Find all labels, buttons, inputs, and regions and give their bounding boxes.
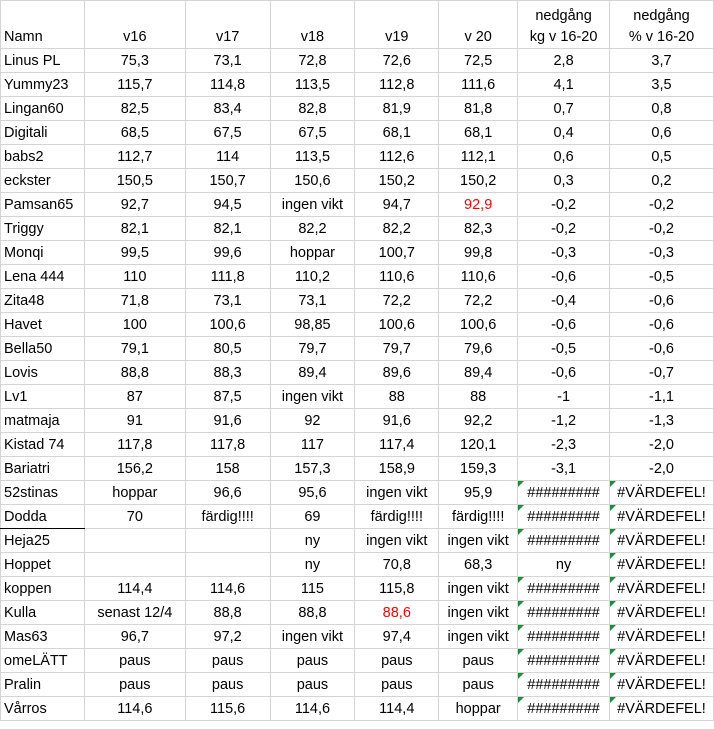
table-row	[1, 553, 714, 577]
cell-loss-pct[interactable]: -0,6	[610, 313, 714, 337]
cell-v18[interactable]: 98,85	[270, 313, 355, 337]
cell-loss-pct[interactable]: -0,2	[610, 193, 714, 217]
table-row	[1, 49, 714, 73]
table-row	[1, 193, 714, 217]
cell-v19[interactable]: ingen vikt	[355, 529, 439, 553]
cell-v18[interactable]: 117	[270, 433, 355, 457]
cell-v19[interactable]: 150,2	[355, 169, 439, 193]
cell-v19[interactable]: 117,4	[355, 433, 439, 457]
table-row	[1, 457, 714, 481]
table-row	[1, 625, 714, 649]
cell-loss-kg[interactable]: -1	[518, 385, 610, 409]
cell-name[interactable]: babs2	[1, 145, 85, 169]
cell-loss-kg[interactable]: -0,2	[518, 217, 610, 241]
cell-v16[interactable]: 68,5	[84, 121, 185, 145]
cell-name[interactable]: Vårros	[1, 697, 85, 721]
cell-loss-pct[interactable]: 0,5	[610, 145, 714, 169]
cell-v19[interactable]: 110,6	[355, 265, 439, 289]
cell-v18[interactable]: 67,5	[270, 121, 355, 145]
cell-v18[interactable]: 150,6	[270, 169, 355, 193]
header-loss-kg[interactable]	[518, 1, 610, 49]
cell-v16[interactable]: 88,8	[84, 361, 185, 385]
cell-v19[interactable]: 100,7	[355, 241, 439, 265]
cell-v20[interactable]: 92,9	[439, 193, 518, 217]
cell-v18[interactable]: ny	[270, 529, 355, 553]
cell-v16[interactable]: senast 12/4	[84, 601, 185, 625]
cell-loss-pct[interactable]: -1,3	[610, 409, 714, 433]
cell-v16[interactable]: 112,7	[84, 145, 185, 169]
cell-v17[interactable]: 91,6	[185, 409, 270, 433]
header-v20[interactable]: v 20	[439, 1, 518, 49]
table-row	[1, 529, 714, 553]
cell-v17[interactable]: 150,7	[185, 169, 270, 193]
cell-v20[interactable]: 68,1	[439, 121, 518, 145]
cell-name[interactable]: omeLÄTT	[1, 649, 85, 673]
cell-v19[interactable]: 68,1	[355, 121, 439, 145]
table-row	[1, 361, 714, 385]
cell-v18[interactable]: 114,6	[270, 697, 355, 721]
cell-loss-kg[interactable]: -0,2	[518, 193, 610, 217]
cell-loss-kg[interactable]: #########	[518, 697, 610, 721]
cell-v20[interactable]: ingen vikt	[439, 625, 518, 649]
cell-v17[interactable]: 99,6	[185, 241, 270, 265]
cell-v18[interactable]: 69	[270, 505, 355, 529]
cell-loss-kg[interactable]: -0,3	[518, 241, 610, 265]
table-row	[1, 121, 714, 145]
cell-v16[interactable]: 150,5	[84, 169, 185, 193]
table-row	[1, 145, 714, 169]
cell-v20[interactable]: 89,4	[439, 361, 518, 385]
table-row	[1, 673, 714, 697]
cell-v18[interactable]: 79,7	[270, 337, 355, 361]
cell-loss-kg[interactable]: 0,7	[518, 97, 610, 121]
cell-v18[interactable]: 89,4	[270, 361, 355, 385]
header-v19[interactable]: v19	[355, 1, 439, 49]
cell-v17[interactable]: paus	[185, 673, 270, 697]
cell-loss-kg[interactable]: -0,5	[518, 337, 610, 361]
cell-v16[interactable]: 114,4	[84, 577, 185, 601]
cell-loss-kg[interactable]: -0,6	[518, 265, 610, 289]
cell-v19[interactable]: 112,8	[355, 73, 439, 97]
cell-loss-pct[interactable]: -0,6	[610, 337, 714, 361]
cell-v16[interactable]: 115,7	[84, 73, 185, 97]
cell-loss-kg[interactable]: -3,1	[518, 457, 610, 481]
table-row	[1, 385, 714, 409]
cell-v16[interactable]	[84, 553, 185, 577]
cell-name[interactable]: Kistad 74	[1, 433, 85, 457]
table-row	[1, 649, 714, 673]
cell-loss-pct[interactable]: 3,5	[610, 73, 714, 97]
cell-loss-kg[interactable]: 4,1	[518, 73, 610, 97]
cell-loss-pct[interactable]: 0,2	[610, 169, 714, 193]
cell-loss-kg[interactable]: -0,6	[518, 361, 610, 385]
cell-v19[interactable]: 79,7	[355, 337, 439, 361]
cell-v20[interactable]: 72,5	[439, 49, 518, 73]
cell-v17[interactable]: 97,2	[185, 625, 270, 649]
table-row	[1, 697, 714, 721]
cell-v17[interactable]: 94,5	[185, 193, 270, 217]
cell-name[interactable]: Yummy23	[1, 73, 85, 97]
cell-loss-kg[interactable]: #########	[518, 601, 610, 625]
cell-v19[interactable]: 100,6	[355, 313, 439, 337]
cell-v16[interactable]: 99,5	[84, 241, 185, 265]
table-row	[1, 313, 714, 337]
cell-v17[interactable]: 111,8	[185, 265, 270, 289]
cell-v20[interactable]: 88	[439, 385, 518, 409]
table-row	[1, 217, 714, 241]
cell-v19[interactable]: paus	[355, 673, 439, 697]
table-row	[1, 601, 714, 625]
cell-v19[interactable]: ingen vikt	[355, 481, 439, 505]
table-row	[1, 97, 714, 121]
cell-v19[interactable]: 88,6	[355, 601, 439, 625]
cell-v16[interactable]: 70	[84, 505, 185, 529]
cell-v17[interactable]: 80,5	[185, 337, 270, 361]
cell-name[interactable]: Heja25	[1, 529, 85, 553]
header-loss-kg-line1: nedgång	[535, 8, 592, 24]
cell-v16[interactable]: 110	[84, 265, 185, 289]
cell-v16[interactable]: 91	[84, 409, 185, 433]
cell-name[interactable]: Lovis	[1, 361, 85, 385]
cell-loss-pct[interactable]: 0,8	[610, 97, 714, 121]
cell-v16[interactable]: paus	[84, 673, 185, 697]
table-row	[1, 481, 714, 505]
cell-name[interactable]: Hoppet	[1, 553, 85, 577]
cell-loss-pct[interactable]: -1,1	[610, 385, 714, 409]
cell-loss-pct[interactable]: -2,0	[610, 433, 714, 457]
cell-name[interactable]: koppen	[1, 577, 85, 601]
header-loss-pct-line2: % v 16-20	[628, 29, 695, 45]
table-row	[1, 577, 714, 601]
cell-loss-pct[interactable]: #VÄRDEFEL!	[610, 625, 714, 649]
cell-name[interactable]: Linus PL	[1, 49, 85, 73]
cell-v19[interactable]: 97,4	[355, 625, 439, 649]
cell-v16[interactable]: 92,7	[84, 193, 185, 217]
cell-v19[interactable]: 70,8	[355, 553, 439, 577]
cell-v18[interactable]: 88,8	[270, 601, 355, 625]
cell-loss-kg[interactable]: #########	[518, 481, 610, 505]
cell-loss-pct[interactable]: -0,7	[610, 361, 714, 385]
cell-loss-kg[interactable]: #########	[518, 673, 610, 697]
cell-v17[interactable]: 114,8	[185, 73, 270, 97]
cell-v18[interactable]: 95,6	[270, 481, 355, 505]
table-row	[1, 265, 714, 289]
cell-loss-pct[interactable]: #VÄRDEFEL!	[610, 673, 714, 697]
cell-loss-pct[interactable]: #VÄRDEFEL!	[610, 481, 714, 505]
cell-v19[interactable]: 112,6	[355, 145, 439, 169]
cell-v20[interactable]: 82,3	[439, 217, 518, 241]
cell-loss-pct[interactable]: #VÄRDEFEL!	[610, 505, 714, 529]
cell-v18[interactable]: 73,1	[270, 289, 355, 313]
cell-v18[interactable]: 110,2	[270, 265, 355, 289]
header-loss-pct-line1: nedgång	[633, 8, 690, 24]
cell-v19[interactable]: 94,7	[355, 193, 439, 217]
cell-v19[interactable]: 81,9	[355, 97, 439, 121]
cell-v17[interactable]	[185, 553, 270, 577]
cell-v19[interactable]: 89,6	[355, 361, 439, 385]
cell-v18[interactable]: 82,8	[270, 97, 355, 121]
table-row	[1, 241, 714, 265]
cell-v19[interactable]: 72,6	[355, 49, 439, 73]
cell-loss-kg[interactable]: 2,8	[518, 49, 610, 73]
cell-v20[interactable]: paus	[439, 673, 518, 697]
cell-v20[interactable]: 159,3	[439, 457, 518, 481]
table-row	[1, 505, 714, 529]
cell-v20[interactable]: hoppar	[439, 697, 518, 721]
cell-name[interactable]: Dodda	[1, 505, 85, 529]
cell-loss-kg[interactable]: #########	[518, 577, 610, 601]
cell-loss-kg[interactable]: 0,4	[518, 121, 610, 145]
cell-v16[interactable]: 75,3	[84, 49, 185, 73]
cell-v20[interactable]: 79,6	[439, 337, 518, 361]
cell-name[interactable]: Kulla	[1, 601, 85, 625]
cell-loss-kg[interactable]: -0,6	[518, 313, 610, 337]
cell-loss-kg[interactable]: -0,4	[518, 289, 610, 313]
cell-v19[interactable]: 114,4	[355, 697, 439, 721]
cell-v18[interactable]: hoppar	[270, 241, 355, 265]
cell-v20[interactable]: 99,8	[439, 241, 518, 265]
cell-loss-pct[interactable]: -0,6	[610, 289, 714, 313]
cell-name[interactable]: Lena 444	[1, 265, 85, 289]
cell-v20[interactable]: ingen vikt	[439, 601, 518, 625]
cell-v17[interactable]: paus	[185, 649, 270, 673]
cell-v17[interactable]: 87,5	[185, 385, 270, 409]
cell-name[interactable]: Pamsan65	[1, 193, 85, 217]
table-row	[1, 433, 714, 457]
cell-v16[interactable]: 96,7	[84, 625, 185, 649]
cell-v16[interactable]: 100	[84, 313, 185, 337]
cell-v17[interactable]: 82,1	[185, 217, 270, 241]
cell-name[interactable]: 52stinas	[1, 481, 85, 505]
cell-v17[interactable]: 114	[185, 145, 270, 169]
cell-v20[interactable]: färdig!!!!	[439, 505, 518, 529]
cell-v19[interactable]: 158,9	[355, 457, 439, 481]
cell-v16[interactable]: 79,1	[84, 337, 185, 361]
cell-loss-kg[interactable]: #########	[518, 529, 610, 553]
cell-v19[interactable]: 115,8	[355, 577, 439, 601]
header-v16[interactable]: v16	[84, 1, 185, 49]
table-row	[1, 169, 714, 193]
cell-v16[interactable]: paus	[84, 649, 185, 673]
cell-loss-kg[interactable]: #########	[518, 649, 610, 673]
cell-v16[interactable]: 82,1	[84, 217, 185, 241]
cell-v20[interactable]: 100,6	[439, 313, 518, 337]
cell-loss-pct[interactable]: -0,5	[610, 265, 714, 289]
cell-v16[interactable]: 82,5	[84, 97, 185, 121]
cell-v16[interactable]: hoppar	[84, 481, 185, 505]
cell-v20[interactable]: 112,1	[439, 145, 518, 169]
cell-v19[interactable]: 88	[355, 385, 439, 409]
cell-v19[interactable]: 91,6	[355, 409, 439, 433]
cell-name[interactable]: Mas63	[1, 625, 85, 649]
cell-loss-pct[interactable]: 3,7	[610, 49, 714, 73]
cell-v16[interactable]: 87	[84, 385, 185, 409]
cell-v20[interactable]: 72,2	[439, 289, 518, 313]
cell-loss-kg[interactable]: #########	[518, 625, 610, 649]
cell-v18[interactable]: ingen vikt	[270, 625, 355, 649]
cell-v18[interactable]: ingen vikt	[270, 385, 355, 409]
cell-name[interactable]: Triggy	[1, 217, 85, 241]
cell-v20[interactable]: 92,2	[439, 409, 518, 433]
cell-v20[interactable]: 111,6	[439, 73, 518, 97]
cell-name[interactable]: Havet	[1, 313, 85, 337]
cell-name[interactable]: eckster	[1, 169, 85, 193]
cell-loss-pct[interactable]: #VÄRDEFEL!	[610, 577, 714, 601]
cell-v20[interactable]: 68,3	[439, 553, 518, 577]
cell-v17[interactable]: 96,6	[185, 481, 270, 505]
cell-v20[interactable]: paus	[439, 649, 518, 673]
cell-v16[interactable]	[84, 529, 185, 553]
cell-v17[interactable]: 115,6	[185, 697, 270, 721]
cell-name[interactable]: Zita48	[1, 289, 85, 313]
cell-name[interactable]: Bella50	[1, 337, 85, 361]
cell-loss-pct[interactable]: #VÄRDEFEL!	[610, 529, 714, 553]
cell-loss-kg[interactable]: -1,2	[518, 409, 610, 433]
header-v17[interactable]: v17	[185, 1, 270, 49]
cell-loss-kg[interactable]: 0,3	[518, 169, 610, 193]
cell-name[interactable]: Pralin	[1, 673, 85, 697]
cell-v18[interactable]: 82,2	[270, 217, 355, 241]
cell-name[interactable]: Lv1	[1, 385, 85, 409]
cell-v18[interactable]: 157,3	[270, 457, 355, 481]
cell-loss-kg[interactable]: ny	[518, 553, 610, 577]
cell-loss-kg[interactable]: #########	[518, 505, 610, 529]
cell-v17[interactable]: färdig!!!!	[185, 505, 270, 529]
cell-v17[interactable]	[185, 529, 270, 553]
header-loss-kg-line2: kg v 16-20	[529, 29, 598, 45]
cell-v17[interactable]: 67,5	[185, 121, 270, 145]
cell-v20[interactable]: 150,2	[439, 169, 518, 193]
cell-v19[interactable]: 82,2	[355, 217, 439, 241]
cell-v16[interactable]: 117,8	[84, 433, 185, 457]
cell-v20[interactable]: ingen vikt	[439, 577, 518, 601]
cell-loss-pct[interactable]: -0,2	[610, 217, 714, 241]
cell-v17[interactable]: 73,1	[185, 289, 270, 313]
cell-name[interactable]: matmaja	[1, 409, 85, 433]
cell-v18[interactable]: 92	[270, 409, 355, 433]
cell-v17[interactable]: 117,8	[185, 433, 270, 457]
cell-v17[interactable]: 88,8	[185, 601, 270, 625]
cell-v20[interactable]: 120,1	[439, 433, 518, 457]
cell-name[interactable]: Monqi	[1, 241, 85, 265]
cell-v16[interactable]: 156,2	[84, 457, 185, 481]
cell-v19[interactable]: 72,2	[355, 289, 439, 313]
cell-v18[interactable]: 115	[270, 577, 355, 601]
cell-v18[interactable]: 72,8	[270, 49, 355, 73]
cell-v19[interactable]: färdig!!!!	[355, 505, 439, 529]
table-row	[1, 409, 714, 433]
cell-v17[interactable]: 83,4	[185, 97, 270, 121]
cell-loss-pct[interactable]: #VÄRDEFEL!	[610, 649, 714, 673]
table-row	[1, 73, 714, 97]
cell-v18[interactable]: paus	[270, 649, 355, 673]
cell-v18[interactable]: 113,5	[270, 145, 355, 169]
cell-name[interactable]: Bariatri	[1, 457, 85, 481]
cell-v16[interactable]: 114,6	[84, 697, 185, 721]
cell-v20[interactable]: 95,9	[439, 481, 518, 505]
header-row	[1, 1, 714, 49]
cell-v17[interactable]: 158	[185, 457, 270, 481]
cell-name[interactable]: Lingan60	[1, 97, 85, 121]
cell-loss-pct[interactable]: -2,0	[610, 457, 714, 481]
cell-v17[interactable]: 73,1	[185, 49, 270, 73]
cell-loss-kg[interactable]: 0,6	[518, 145, 610, 169]
cell-loss-pct[interactable]: #VÄRDEFEL!	[610, 697, 714, 721]
header-name[interactable]: Namn	[1, 1, 85, 49]
cell-v17[interactable]: 100,6	[185, 313, 270, 337]
cell-v20[interactable]: 110,6	[439, 265, 518, 289]
cell-v18[interactable]: 113,5	[270, 73, 355, 97]
cell-v18[interactable]: paus	[270, 673, 355, 697]
cell-loss-kg[interactable]: -2,3	[518, 433, 610, 457]
header-v18[interactable]: v18	[270, 1, 355, 49]
cell-name[interactable]: Digitali	[1, 121, 85, 145]
cell-loss-pct[interactable]: -0,3	[610, 241, 714, 265]
table-row	[1, 289, 714, 313]
cell-loss-pct[interactable]: 0,6	[610, 121, 714, 145]
cell-v17[interactable]: 114,6	[185, 577, 270, 601]
cell-v20[interactable]: ingen vikt	[439, 529, 518, 553]
cell-v20[interactable]: 81,8	[439, 97, 518, 121]
cell-v17[interactable]: 88,3	[185, 361, 270, 385]
table-row	[1, 337, 714, 361]
cell-v16[interactable]: 71,8	[84, 289, 185, 313]
header-loss-pct[interactable]	[610, 1, 714, 49]
cell-v19[interactable]: paus	[355, 649, 439, 673]
cell-loss-pct[interactable]: #VÄRDEFEL!	[610, 553, 714, 577]
cell-v18[interactable]: ingen vikt	[270, 193, 355, 217]
cell-loss-pct[interactable]: #VÄRDEFEL!	[610, 601, 714, 625]
cell-v18[interactable]: ny	[270, 553, 355, 577]
